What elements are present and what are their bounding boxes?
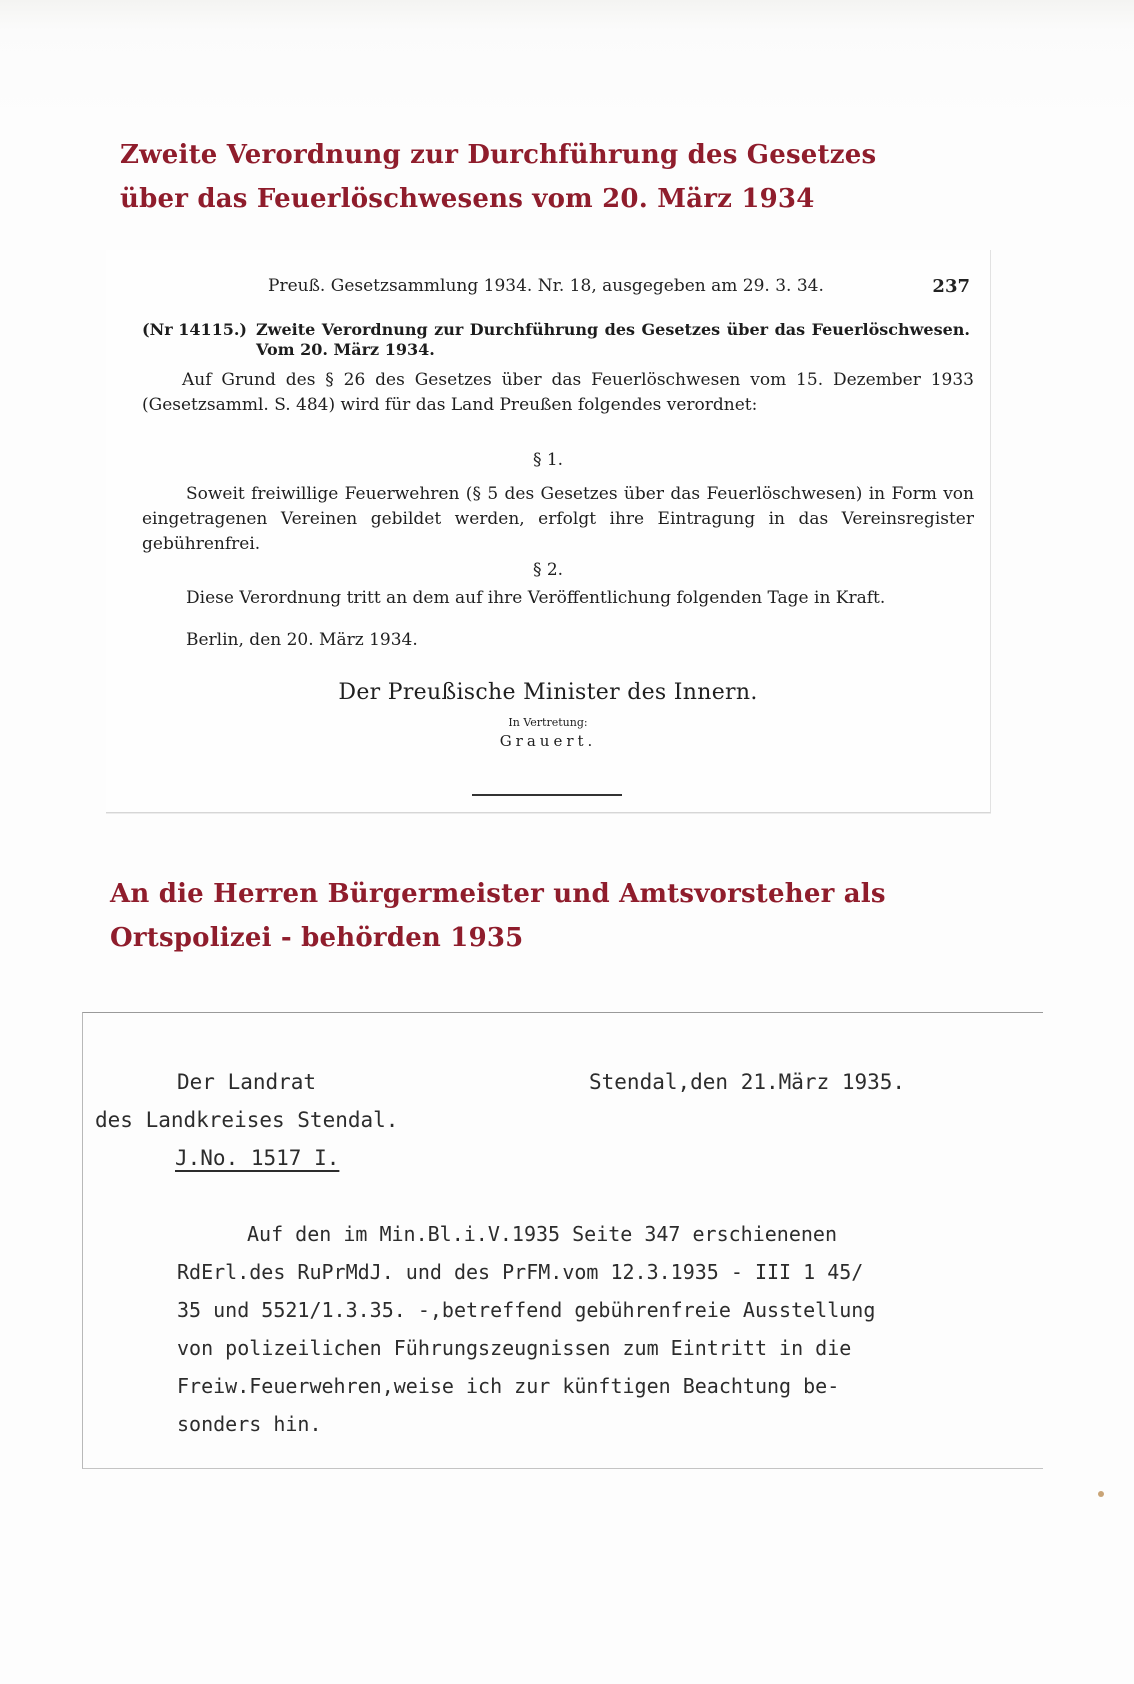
closing-rule	[472, 794, 622, 796]
signatory-title: Der Preußische Minister des Innern.	[338, 680, 758, 705]
reference-number: J.No. 1517 I.	[175, 1146, 340, 1170]
section-2-text: Diese Verordnung tritt an dem auf ihre Veröffentlichung folgenden Tage in Kraft.	[186, 588, 886, 608]
sender-line-2: des Landkreises Stendal.	[95, 1108, 399, 1132]
gesetzsammlung-clipping	[106, 250, 991, 813]
page-number: 237	[932, 276, 970, 297]
typewritten-letter	[82, 1012, 1043, 1469]
ordinance-number: (Nr 14115.)	[142, 320, 247, 339]
heading-letter: An die Herren Bürgermeister und Amtsvorsteher als Ortspolizei - behörden 1935	[110, 879, 886, 953]
heading-ordinance: Zweite Verordnung zur Durchführung des Gesetzes über das Feuerlöschwesens vom 20. März 1934	[120, 140, 877, 214]
gesetzsammlung-title: Preuß. Gesetzsammlung 1934. Nr. 18, ausgegeben am 29. 3. 34.	[268, 276, 824, 296]
section-1-mark: § 1.	[532, 450, 564, 470]
section-2-mark: § 2.	[532, 560, 564, 580]
letter-date: Stendal,den 21.März 1935.	[589, 1070, 906, 1094]
deputy-note: In Vertretung:	[508, 716, 588, 729]
paper-speck	[1098, 1491, 1104, 1497]
sender-line-1: Der Landrat	[177, 1070, 317, 1094]
letter-body: Auf den im Min.Bl.i.V.1935 Seite 347 erschienenen RdErl.des RuPrMdJ. und des PrFM.vom 12.3.1935 - III 1 45/ 35 und 5521/1.3.35. -,betreffend gebührenfreie Ausstellung von polizeilichen Führungszeugnissen zum Eintritt in die Freiw.Feuerwehren,weise ich zur künftigen Beachtung be- sonders hin.	[177, 1222, 876, 1436]
signatory-name: Grauert.	[499, 732, 597, 750]
place-date: Berlin, den 20. März 1934.	[186, 630, 418, 650]
ordinance-title: Zweite Verordnung zur Durchführung des Gesetzes über das Feuerlöschwesen. Vom 20. März 1934.	[256, 320, 970, 359]
ordinance-intro: Auf Grund des § 26 des Gesetzes über das Feuerlöschwesen vom 15. Dezember 1933 (Gesetzsamml. S. 484) wird für das Land Preußen folgendes verordnet:	[142, 370, 974, 415]
section-1-text: Soweit freiwillige Feuerwehren (§ 5 des Gesetzes über das Feuerlöschwesen) in Form von eingetragenen Vereinen gebildet werden, erfolgt ihre Eintragung in das Vereinsregister gebührenfrei.	[142, 484, 974, 554]
